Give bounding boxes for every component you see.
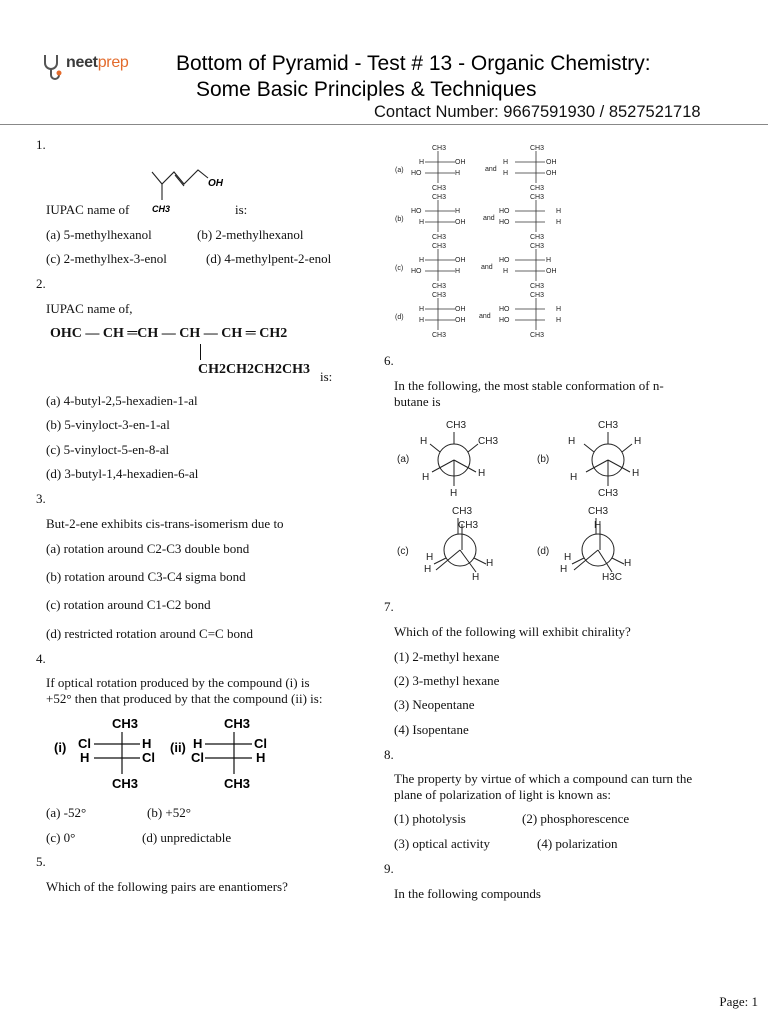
- q4-stem-line1: If optical rotation produced by the compound (i) is: [46, 675, 310, 690]
- q7-option-4: (4) Isopentane: [394, 722, 469, 737]
- svg-text:CH3: CH3: [530, 332, 545, 339]
- q1-option-a: (a) 5-methylhexanol: [46, 227, 152, 242]
- q5-b-and: and: [483, 215, 495, 222]
- svg-text:H: H: [426, 552, 434, 563]
- q5-option-d-label: (d): [395, 314, 404, 321]
- q1-option-d: (d) 4-methylpent-2-enol: [206, 251, 332, 266]
- q6-number: 6.: [384, 353, 394, 368]
- q4-i-h2: H: [80, 750, 90, 765]
- q5-stem: Which of the following pairs are enantiomers?: [46, 879, 288, 894]
- svg-text:H: H: [634, 436, 642, 447]
- svg-text:CH3: CH3: [588, 506, 609, 517]
- svg-text:HO: HO: [411, 268, 422, 275]
- svg-text:CH3: CH3: [458, 520, 479, 531]
- q5-number: 5.: [36, 854, 46, 869]
- svg-text:H: H: [632, 468, 640, 479]
- q8-number: 8.: [384, 747, 394, 762]
- q2-stem: IUPAC name of,: [46, 301, 133, 316]
- svg-text:H: H: [486, 558, 494, 569]
- q4-label-i: (i): [54, 740, 67, 755]
- svg-text:H: H: [503, 159, 509, 166]
- svg-text:CH3: CH3: [530, 243, 545, 250]
- svg-text:CH3: CH3: [432, 332, 447, 339]
- svg-text:CH3: CH3: [598, 420, 619, 431]
- svg-text:H: H: [420, 436, 428, 447]
- svg-text:HO: HO: [411, 208, 422, 215]
- q3-option-a: (a) rotation around C2-C3 double bond: [46, 541, 250, 556]
- svg-text:H: H: [419, 219, 425, 226]
- q2-formula-sub: CH2CH2CH2CH3: [198, 362, 310, 377]
- q5-d-and: and: [479, 313, 491, 320]
- svg-text:H: H: [422, 472, 430, 483]
- svg-text:CH3: CH3: [432, 283, 447, 290]
- q7-option-3: (3) Neopentane: [394, 697, 475, 712]
- svg-text:CH3: CH3: [432, 185, 447, 192]
- q8-option-2: (2) phosphorescence: [522, 811, 630, 826]
- svg-text:CH3: CH3: [598, 488, 619, 499]
- q2-option-c: (c) 5-vinyloct-5-en-8-al: [46, 442, 170, 457]
- stethoscope-icon: [40, 52, 64, 82]
- svg-text:H: H: [624, 558, 632, 569]
- q8-stem-line2: plane of polarization of light is known as:: [394, 787, 611, 802]
- q4-option-d: (d) unpredictable: [142, 830, 232, 845]
- q7-option-1: (1) 2-methyl hexane: [394, 649, 500, 664]
- svg-text:CH3: CH3: [530, 185, 545, 192]
- svg-text:HO: HO: [499, 306, 510, 313]
- q2-number: 2.: [36, 276, 46, 291]
- svg-text:CH3: CH3: [530, 194, 545, 201]
- svg-text:OH: OH: [546, 170, 557, 177]
- svg-text:H: H: [546, 257, 552, 264]
- q9-stem: In the following compounds: [394, 886, 541, 901]
- q5-option-c-label: (c): [395, 265, 404, 272]
- svg-text:OH: OH: [455, 317, 466, 324]
- page-title-line2: Some Basic Principles & Techniques: [196, 78, 537, 101]
- q4-i-cl: Cl: [78, 736, 91, 751]
- svg-text:H: H: [570, 472, 578, 483]
- svg-text:OH: OH: [546, 159, 557, 166]
- q2-formula-main: OHC — CH ═CH — CH — CH ═ CH2: [50, 326, 288, 341]
- q1-number: 1.: [36, 137, 46, 152]
- svg-text:H: H: [503, 268, 509, 275]
- q4-fischer-projections: [50, 712, 290, 796]
- q6-stem-line1: In the following, the most stable conformation of n-: [394, 378, 664, 393]
- q8-option-3: (3) optical activity: [394, 836, 491, 851]
- q4-ii-cl2: Cl: [191, 750, 204, 765]
- svg-text:HO: HO: [499, 317, 510, 324]
- svg-text:CH3: CH3: [432, 292, 447, 299]
- q3-option-c: (c) rotation around C1-C2 bond: [46, 597, 211, 612]
- q6-option-d-label: (d): [537, 546, 550, 557]
- svg-text:H: H: [450, 488, 458, 499]
- svg-text:CH3: CH3: [530, 145, 545, 152]
- svg-text:H: H: [556, 208, 562, 215]
- svg-text:H: H: [419, 159, 425, 166]
- svg-text:OH: OH: [455, 219, 466, 226]
- q4-option-a: (a) -52°: [46, 805, 87, 820]
- q1-option-c: (c) 2-methylhex-3-enol: [46, 251, 167, 266]
- svg-text:OH: OH: [455, 257, 466, 264]
- q1-is: is:: [235, 202, 248, 217]
- q7-stem: Which of the following will exhibit chirality?: [394, 624, 631, 639]
- svg-text:H: H: [419, 257, 425, 264]
- svg-text:H: H: [478, 468, 486, 479]
- svg-text:H: H: [455, 170, 461, 177]
- svg-text:HO: HO: [499, 257, 510, 264]
- q5-a-and: and: [485, 166, 497, 173]
- contact-number: Contact Number: 9667591930 / 8527521718: [374, 103, 701, 121]
- q6-option-c-label: (c): [397, 546, 409, 557]
- svg-text:CH3: CH3: [432, 234, 447, 241]
- q5-fischer-pairs: [393, 142, 593, 342]
- svg-text:H: H: [419, 317, 425, 324]
- svg-text:H: H: [568, 436, 576, 447]
- svg-text:OH: OH: [455, 306, 466, 313]
- q2-option-d: (d) 3-butyl-1,4-hexadien-6-al: [46, 466, 199, 481]
- q4-ii-ch3-bottom: CH3: [224, 776, 251, 791]
- svg-text:OH: OH: [546, 268, 557, 275]
- q4-i-cl2: Cl: [142, 750, 155, 765]
- q4-number: 4.: [36, 651, 46, 666]
- q4-i-ch3-top: CH3: [112, 716, 139, 731]
- svg-text:CH3: CH3: [530, 234, 545, 241]
- svg-text:H: H: [472, 572, 480, 583]
- q2-formula-branch: [200, 344, 201, 360]
- svg-text:H: H: [419, 306, 425, 313]
- q6-option-a-label: (a): [397, 454, 410, 465]
- q1-option-b: (b) 2-methylhexanol: [197, 227, 304, 242]
- neetprep-logo: neetprep: [40, 52, 150, 82]
- q4-ii-ch3-top: CH3: [224, 716, 251, 731]
- q7-number: 7.: [384, 599, 394, 614]
- svg-text:H: H: [556, 219, 562, 226]
- q3-option-d: (d) restricted rotation around C=C bond: [46, 626, 253, 641]
- svg-text:OH: OH: [455, 159, 466, 166]
- q3-option-b: (b) rotation around C3-C4 sigma bond: [46, 569, 246, 584]
- page-title-line1: Bottom of Pyramid - Test # 13 - Organic Chemistry:: [176, 52, 651, 75]
- svg-text:CH3: CH3: [452, 506, 473, 517]
- q2-option-a: (a) 4-butyl-2,5-hexadien-1-al: [46, 393, 198, 408]
- svg-text:H: H: [560, 564, 568, 575]
- svg-text:CH3: CH3: [432, 145, 447, 152]
- svg-text:CH3: CH3: [530, 292, 545, 299]
- q1-stem: IUPAC name of: [46, 202, 130, 217]
- q4-i-h: H: [142, 736, 152, 751]
- q4-label-ii: (ii): [170, 740, 186, 755]
- q1-oh-label: OH: [208, 178, 223, 189]
- q4-option-b: (b) +52°: [147, 805, 191, 820]
- svg-text:H: H: [455, 208, 461, 215]
- q3-number: 3.: [36, 491, 46, 506]
- q4-i-ch3-bottom: CH3: [112, 776, 139, 791]
- svg-text:H: H: [424, 564, 432, 575]
- q5-option-a-label: (a): [395, 167, 404, 174]
- svg-text:HO: HO: [499, 208, 510, 215]
- svg-text:CH3: CH3: [478, 436, 499, 447]
- svg-text:CH3: CH3: [530, 283, 545, 290]
- header-divider: [0, 124, 768, 125]
- svg-text:CH3: CH3: [432, 243, 447, 250]
- svg-text:H3C: H3C: [602, 572, 623, 583]
- q5-c-and: and: [481, 264, 493, 271]
- q2-option-b: (b) 5-vinyloct-3-en-1-al: [46, 417, 170, 432]
- q1-ch3-label: CH3: [152, 204, 171, 214]
- svg-text:H: H: [556, 317, 562, 324]
- q3-stem: But-2-ene exhibits cis-trans-isomerism due to: [46, 516, 284, 531]
- svg-text:HO: HO: [499, 219, 510, 226]
- q6-stem-line2: butane is: [394, 394, 441, 409]
- q4-ii-cl: Cl: [254, 736, 267, 751]
- q8-option-1: (1) photolysis: [394, 811, 466, 826]
- q6-option-b-label: (b): [537, 454, 550, 465]
- q9-number: 9.: [384, 861, 394, 876]
- q4-stem-line2: +52° then that produced by that the compound (ii) is:: [46, 691, 323, 706]
- page-number: Page: 1: [719, 994, 758, 1009]
- svg-text:H: H: [503, 170, 509, 177]
- svg-text:CH3: CH3: [432, 194, 447, 201]
- q4-ii-h: H: [193, 736, 203, 751]
- q8-option-4: (4) polarization: [537, 836, 618, 851]
- q4-option-c: (c) 0°: [46, 830, 76, 845]
- svg-text:H: H: [564, 552, 572, 563]
- svg-text:H: H: [594, 520, 602, 531]
- q2-is: is:: [320, 369, 333, 384]
- svg-text:H: H: [556, 306, 562, 313]
- q1-structure: [140, 164, 240, 216]
- q7-option-2: (2) 3-methyl hexane: [394, 673, 500, 688]
- q5-option-b-label: (b): [395, 216, 404, 223]
- svg-text:H: H: [455, 268, 461, 275]
- q6-newman-projections: [394, 414, 674, 594]
- q8-stem-line1: The property by virtue of which a compound can turn the: [394, 771, 693, 786]
- svg-text:CH3: CH3: [446, 420, 467, 431]
- q4-ii-h2: H: [256, 750, 266, 765]
- svg-text:HO: HO: [411, 170, 422, 177]
